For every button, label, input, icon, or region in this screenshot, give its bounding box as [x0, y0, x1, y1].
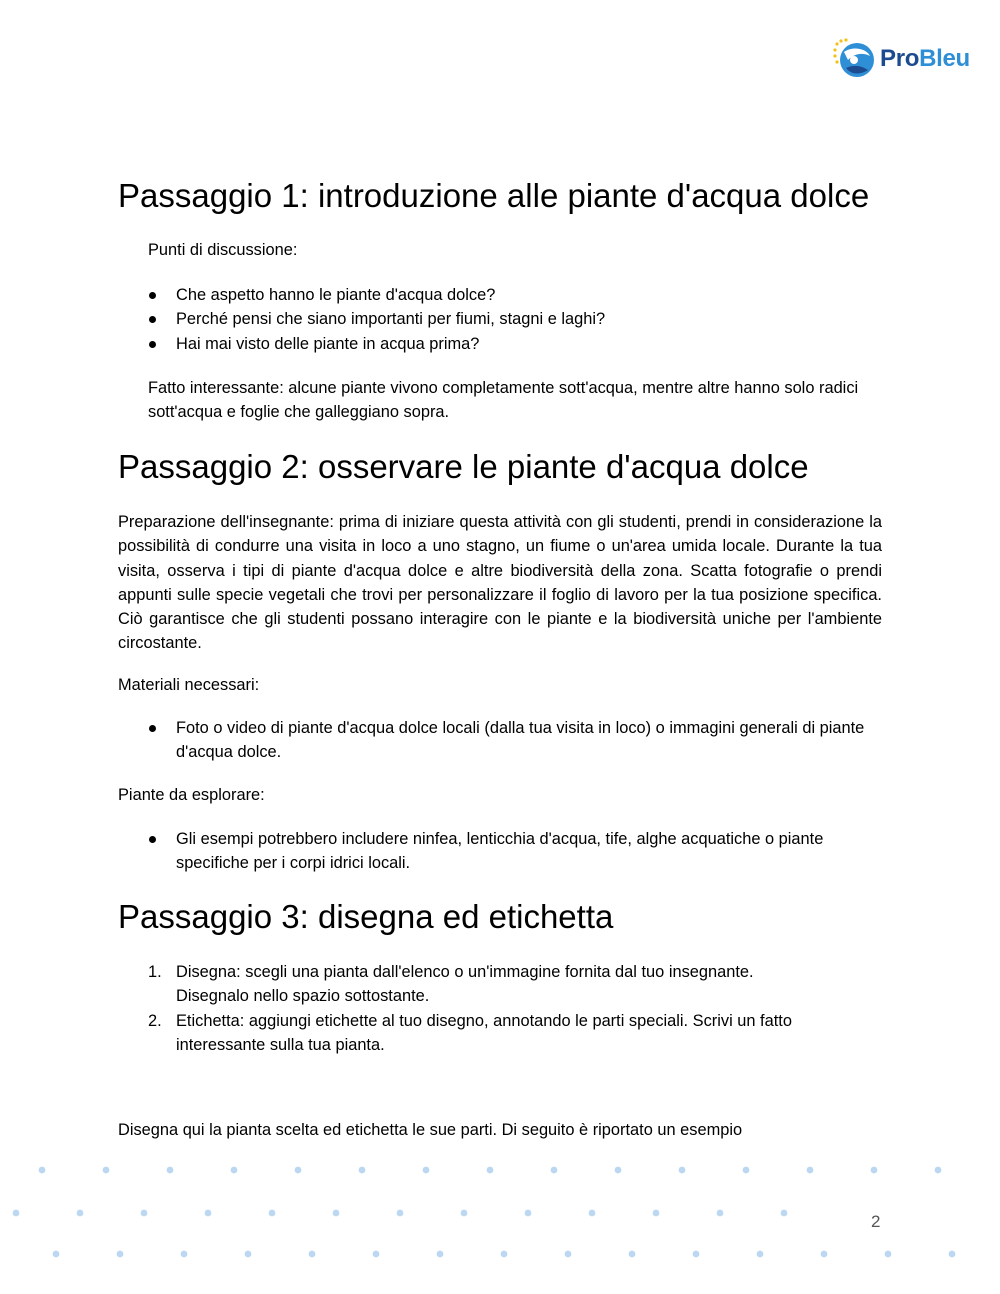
discussion-label: Punti di discussione: [148, 241, 298, 259]
page-number: 2 [871, 1212, 881, 1231]
list-item: Hai mai visto delle piante in acqua prima? [118, 332, 882, 356]
teacher-preparation: Preparazione dell'insegnante: prima di iniziare questa attività con gli studenti, prendi in considerazione la possibilità di condurre una visita in loco a uno stagno, un fiume o un'area umida locale. Durante la tua visita, osserva i tipi di piante d'acqua dolce e altre biodiversità della zona. Scatta fotografie o prendi appunti sulle specie vegetali che trovi per personalizzare il foglio di lavoro per la tua posizione specifica. Ciò garantisce che gli studenti possano interagire con le piante e la biodiversità uniche per l'ambiente circostante. [118, 513, 882, 653]
step-number: 1. [148, 963, 162, 981]
list-item [118, 1009, 882, 1058]
materials-list [118, 716, 882, 765]
list-item: Che aspetto hanno le piante d'acqua dolce? [118, 283, 882, 307]
materials-label: Materiali necessari: [118, 676, 260, 694]
steps-list [118, 960, 882, 1057]
step-text: Etichetta: aggiungi etichette al tuo disegno, annotando le parti speciali. Scrivi un fatto interessante sulla tua pianta. [176, 1011, 792, 1054]
probleu-logo-text: ProBleu [880, 45, 970, 72]
list-item: Perché pensi che siano importanti per fiumi, stagni e laghi? [118, 307, 882, 331]
plants-list [118, 827, 858, 876]
fun-fact: Fatto interessante: alcune piante vivono completamente sott'acqua, mentre altre hanno solo radici sott'acqua e foglie che galleggiano sopra. [148, 379, 859, 422]
list-item [118, 960, 882, 1009]
step1-heading: Passaggio 1: introduzione alle piante d'acqua dolce [118, 177, 870, 214]
probleu-logo [832, 38, 970, 80]
drawing-instruction: Disegna qui la pianta scelta ed etichetta le sue parti. Di seguito è riportato un esempio [118, 1121, 743, 1139]
step-text: Disegna: scegli una pianta dall'elenco o un'immagine fornita dal tuo insegnante. Disegnalo nello spazio sottostante. [176, 963, 754, 1006]
list-item: Foto o video di piante d'acqua dolce locali (dalla tua visita in loco) o immagini generali di piante d'acqua dolce. [118, 716, 882, 765]
plants-label: Piante da esplorare: [118, 786, 265, 804]
step3-heading: Passaggio 3: disegna ed etichetta [118, 898, 614, 935]
step2-heading: Passaggio 2: osservare le piante d'acqua dolce [118, 448, 809, 485]
list-item: Gli esempi potrebbero includere ninfea, lenticchia d'acqua, tife, alghe acquatiche o piante specifiche per i corpi idrici locali. [118, 827, 858, 876]
probleu-logo-icon [832, 38, 876, 80]
discussion-list [118, 283, 882, 356]
decorative-dots [0, 1150, 1000, 1270]
step-number: 2. [148, 1011, 162, 1030]
